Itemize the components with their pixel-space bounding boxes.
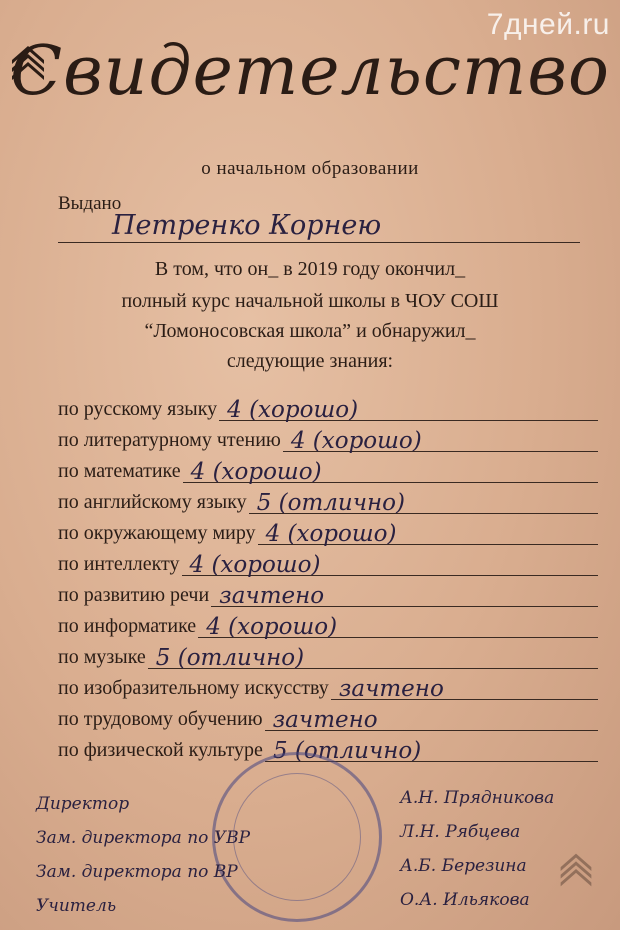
subject-label: по трудовому обучению [58, 708, 263, 730]
school-logo-icon [554, 846, 598, 894]
grade-value: 4 (хорошо) [189, 552, 321, 578]
statement-line: следующие знания: [226, 350, 394, 372]
subject-label: по развитию речи [58, 584, 210, 606]
grade-value: зачтено [219, 583, 325, 609]
certificate-title: Свидетельство [10, 32, 610, 111]
grade-value: зачтено [338, 676, 444, 702]
subject-label: по английскому языку [58, 491, 247, 513]
grade-row [58, 638, 598, 669]
grade-value: 5 (отлично) [272, 738, 422, 764]
watermark: 7дней.ru [486, 8, 610, 41]
grade-row [58, 576, 598, 607]
statement-line: В том, что он_ в 2019 году окончил_ [154, 258, 466, 280]
grade-value: 4 (хорошо) [206, 614, 338, 640]
grade-row [58, 545, 598, 576]
grade-row [58, 669, 598, 700]
grade-value: 4 (хорошо) [227, 397, 359, 423]
subject-label: по литературному чтению [58, 429, 281, 451]
subject-label: по русскому языку [58, 398, 218, 420]
grade-row [58, 700, 598, 731]
grade-value: 4 (хорошо) [190, 459, 322, 485]
subject-label: по музыке [58, 646, 146, 668]
subject-label: по изобразительному искусству [58, 677, 329, 699]
grade-row [58, 390, 598, 421]
subject-label: по информатике [58, 615, 197, 637]
grade-value: 4 (хорошо) [265, 521, 397, 547]
signature-role: Зам. директора по УВР [36, 828, 251, 848]
grade-row [58, 421, 598, 452]
grade-row [58, 514, 598, 545]
issued-label: Выдано [58, 193, 122, 214]
grade-row [58, 607, 598, 638]
grade-value: зачтено [272, 707, 378, 733]
grade-row [58, 452, 598, 483]
statement-line: “Ломоносовская школа” и обнаружил_ [144, 320, 476, 342]
recipient-name: Петренко Корнею [112, 210, 382, 241]
signature-person: Л.Н. Рябцева [400, 822, 521, 842]
certificate-subtitle: о начальном образовании [201, 158, 419, 179]
grade-row [58, 483, 598, 514]
signature-role: Учитель [36, 896, 117, 916]
signature-role: Директор [36, 794, 130, 814]
grade-value: 4 (хорошо) [290, 428, 422, 454]
signature-person: А.Б. Березина [400, 856, 527, 876]
subject-label: по физической культуре [58, 739, 263, 761]
statement-line: полный курс начальной школы в ЧОУ СОШ [121, 290, 499, 312]
grade-value: 5 (отлично) [155, 645, 305, 671]
grade-value: 5 (отлично) [256, 490, 405, 516]
signature-role: Зам. директора по ВР [36, 862, 238, 882]
signature-person: О.А. Ильякова [400, 890, 530, 910]
subject-label: по математике [58, 460, 181, 482]
subject-label: по интеллекту [58, 553, 180, 575]
grades-list [58, 390, 598, 762]
signature-person: А.Н. Прядникова [400, 788, 555, 808]
subject-label: по окружающему миру [58, 522, 256, 544]
